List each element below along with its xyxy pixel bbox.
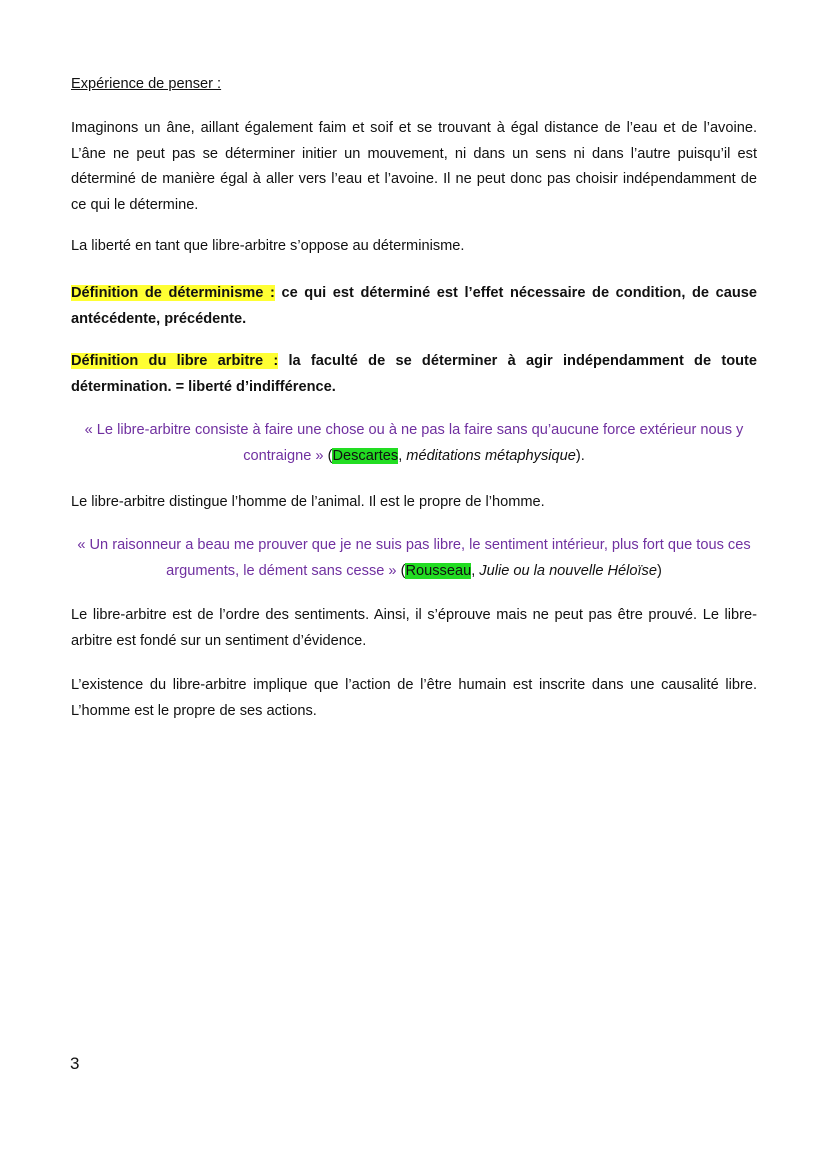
definition-determinism <box>71 281 757 332</box>
paragraph-free-causality: L’existence du libre-arbitre implique que l’action de l’être humain est inscrite dans une causalité libre. L’homme est le propre de ses actions. <box>71 677 757 719</box>
definition-term-highlight: Définition de déterminisme : <box>71 285 275 301</box>
paragraph-liberty-vs-determinism: La liberté en tant que libre-arbitre s’oppose au déterminisme. <box>71 238 465 254</box>
definition-text: ce qui est déterminé est l’effet nécessaire de condition, de cause antécédente, précédente. <box>71 285 757 327</box>
definition-text: la faculté de se déterminer à agir indépendamment de toute détermination. = liberté d’indifférence. <box>71 353 758 395</box>
quote-rousseau <box>71 533 757 584</box>
citation-separator: , <box>398 447 407 464</box>
citation-close-paren: ). <box>575 447 585 464</box>
citation-author-highlight: Descartes <box>332 447 399 464</box>
citation-separator: , <box>471 562 480 579</box>
citation-open-paren: ( <box>327 447 333 464</box>
paragraph-thought-experiment: Imaginons un âne, aillant également faim et soif et se trouvant à égal distance de l’eau et de l’avoine. L’âne ne peut pas se déterminer initier un mouvement, ni dans un sens ni dans l’autre puisqu’il est déterminé de manière égal à aller vers l’eau et l’avoine. Il ne peut donc pas choisir indépendamment de ce qui le détermine. <box>71 120 757 213</box>
citation-open-paren: ( <box>400 562 406 579</box>
citation-close-paren: ) <box>656 562 662 579</box>
citation-author-highlight: Rousseau <box>405 562 472 579</box>
definition-free-will <box>71 349 757 400</box>
quote-text: « Le libre-arbitre consiste à faire une chose ou à ne pas la faire sans qu’aucune force extérieur nous y contraigne » <box>84 422 744 464</box>
paragraph-man-vs-animal: Le libre-arbitre distingue l’homme de l’animal. Il est le propre de l’homme. <box>71 494 545 510</box>
citation-work-title: Julie ou la nouvelle Héloïse <box>479 562 657 579</box>
citation-work-title: méditations métaphysique <box>406 447 576 464</box>
section-heading: Expérience de penser : <box>71 76 222 92</box>
page-number: 3 <box>70 1054 80 1073</box>
quote-text: « Un raisonneur a beau me prouver que je ne suis pas libre, le sentiment intérieur, plus fort que tous ces arguments, le dément sans cesse » <box>77 537 751 579</box>
paragraph-free-will-feeling: Le libre-arbitre est de l’ordre des sentiments. Ainsi, il s’éprouve mais ne peut pas être prouvé. Le libre-arbitre est fondé sur un sentiment d’évidence. <box>71 607 757 649</box>
quote-descartes <box>71 418 757 469</box>
definition-term-highlight: Définition du libre arbitre : <box>71 353 279 369</box>
